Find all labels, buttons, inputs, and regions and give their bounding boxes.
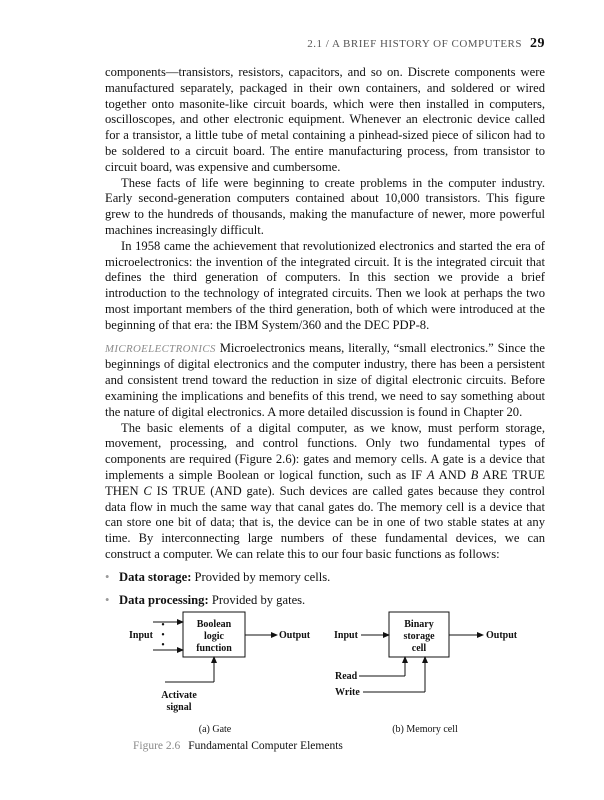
paragraph-5-part-c: ARE TRUE THEN [105, 467, 545, 498]
activate-label-line-2: signal [166, 702, 192, 713]
bullet-text: Provided by gates. [208, 592, 306, 607]
paragraph-2: These facts of life were beginning to create problems in the computer industry. Early second-generation computers contained about 10,000 transistors. This figure grew to the hundreds of thousands, making the manufacture of newer, more powerful machines increasingly difficult. [105, 175, 545, 237]
read-label: Read [335, 671, 358, 682]
list-item [105, 570, 545, 586]
body-text [105, 65, 545, 615]
page-number: 29 [530, 36, 545, 51]
var-a: A [426, 467, 435, 482]
var-c: C [143, 483, 152, 498]
paragraph-5-part-d: IS TRUE (AND gate). Such devices are called gates because they control data flow in much the same way that canal gates do. The memory cell is a device that can store one bit of data; that is, the device can be in one of two stable states at any time. By interconnecting large numbers of these fundamental devices, we can construct a computer. We can relate this to our four basic functions as follows: [105, 483, 545, 561]
section-run-in-heading: MICROELECTRONICS [105, 342, 216, 355]
gate-input-dot-3: • [161, 640, 165, 651]
bullet-text: Provided by memory cells. [191, 569, 331, 584]
activate-label-line-1: Activate [161, 690, 197, 701]
write-label: Write [335, 687, 360, 698]
paragraph-5-part-b: AND [434, 467, 471, 482]
gate-input-dot-2: • [161, 630, 165, 641]
gate-caption: (a) Gate [198, 724, 232, 735]
paragraph-5-part-a: The basic elements of a digital computer, as we know, must perform storage, movement, processing, and control functions. Only two fundamental types of components are required (Figure 2.6): gates and memory cells. A gate is a device that implements a simple Boolean or logical function, such as IF [105, 420, 545, 482]
memory-box-line-1: Binary [404, 619, 434, 630]
gate-box-line-2: logic [204, 631, 224, 642]
running-head-title: 2.1 / A BRIEF HISTORY OF COMPUTERS [307, 38, 522, 50]
figure-title: Fundamental Computer Elements [188, 740, 343, 752]
paragraph-3: In 1958 came the achievement that revolutionized electronics and started the era of microelectronics: the invention of the integrated circuit. It is the integrated circuit that defines the third generation of computers. In this section we provide a brief introduction to the technology of integrated circuits. Then we look at perhaps the two most important members of the third generation, both of which were introduced at the beginning of that era: the IBM System/360 and the DEC PDP-8. [105, 238, 545, 332]
paragraph-5 [105, 421, 545, 563]
memory-caption: (b) Memory cell [392, 724, 458, 735]
paragraph-1: components—transistors, resistors, capacitors, and so on. Discrete components were manufactured separately, packaged in their own containers, and soldered or wired together onto masonite-like circuit boards, which were then installed in computers, oscilloscopes, and other electronic equipment. Whenever an electronic device called for a transistor, a little tube of metal containing a pinhead-sized piece of silicon had to be soldered to a circuit board. The entire manufacturing process, from transistor to circuit board, was expensive and cumbersome. [105, 65, 545, 174]
memory-input-label: Input [334, 630, 358, 641]
paragraph-4-text: Microelectronics means, literally, “small electronics.” Since the beginnings of digital electronics and the computer industry, there has been a persistent and consistent trend toward the reduction in size of digital electronic circuits. Before examining the implications and benefits of this trend, we need to say something about the nature of digital electronics. A more detailed discussion is found in Chapter 20. [105, 340, 545, 419]
figure-caption [133, 740, 343, 752]
gate-input-dot-1: • [161, 620, 165, 631]
memory-output-label: Output [486, 630, 518, 641]
bullet-term: Data storage: [119, 569, 192, 584]
var-b: B [470, 467, 479, 482]
memory-box-line-2: storage [403, 631, 435, 642]
gate-box-line-1: Boolean [196, 619, 232, 630]
gate-output-label: Output [279, 630, 311, 641]
gate-box-line-3: function [196, 643, 232, 654]
memory-box-line-3: cell [411, 643, 427, 654]
figure-number: Figure 2.6 [133, 740, 181, 752]
figure-2-6-diagram [105, 600, 545, 760]
bullet-icon: • [105, 592, 110, 607]
running-head [100, 36, 545, 52]
bullet-icon: • [105, 569, 110, 584]
bullet-term: Data processing: [119, 592, 209, 607]
gate-input-label: Input [129, 630, 153, 641]
paragraph-microelectronics [105, 341, 545, 421]
